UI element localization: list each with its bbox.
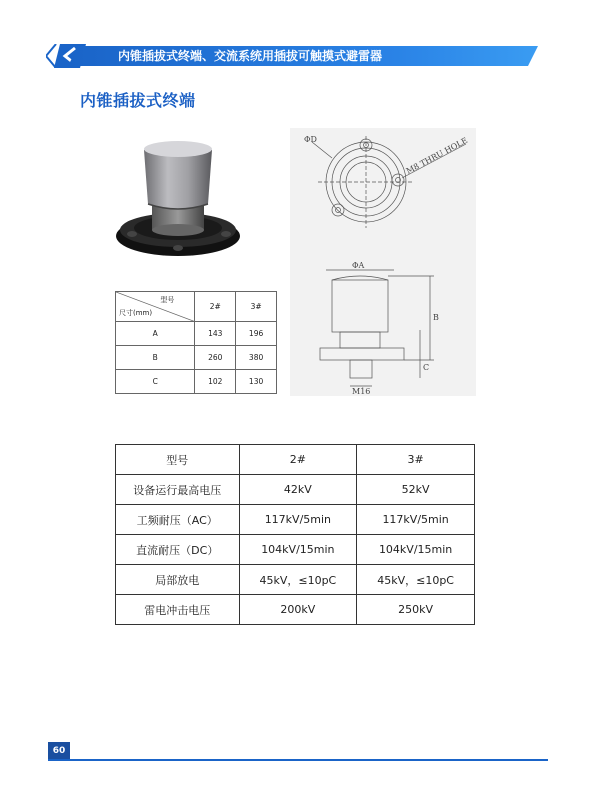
spec-table-header-cell: 2#: [239, 445, 357, 475]
drawing-label-dim-c: C: [423, 363, 430, 372]
spec-table-row: [116, 565, 475, 595]
specifications-table: [115, 444, 475, 625]
spec-table-cell: 117kV/5min: [357, 505, 475, 535]
spec-table-row: [116, 505, 475, 535]
product-photo: [108, 130, 248, 270]
header-banner: [46, 44, 550, 68]
spec-table-cell: 104kV/15min: [239, 535, 357, 565]
spec-table-row: [116, 535, 475, 565]
spec-table-cell: 117kV/5min: [239, 505, 357, 535]
spec-table-cell: 250kV: [357, 595, 475, 625]
dimension-table-row-label: B: [116, 346, 195, 370]
spec-table-label: 局部放电: [116, 565, 240, 595]
dimension-table-cell: 130: [236, 370, 277, 394]
dimension-table-row: [116, 370, 277, 394]
spec-table-cell: 52kV: [357, 475, 475, 505]
spec-table-cell: 200kV: [239, 595, 357, 625]
dimension-table-col-header: 2#: [195, 292, 236, 322]
spec-table-row: [116, 475, 475, 505]
dimension-table-cell: 102: [195, 370, 236, 394]
spec-table-cell: 104kV/15min: [357, 535, 475, 565]
dimension-table-size-header: 尺寸(mm): [119, 309, 153, 317]
spec-table-cell: 45kV，≤10pC: [239, 565, 357, 595]
spec-table-label: 设备运行最高电压: [116, 475, 240, 505]
dimension-table-row-label: C: [116, 370, 195, 394]
dimension-table-model-header: 型号: [160, 296, 175, 304]
spec-table-label: 直流耐压（DC）: [116, 535, 240, 565]
header-title: 内锥插拔式终端、交流系统用插拔可触摸式避雷器: [118, 49, 383, 63]
drawing-label-dim-b: B: [433, 313, 439, 322]
dimension-table-col-header: 3#: [236, 292, 277, 322]
spec-table-cell: 42kV: [239, 475, 357, 505]
technical-drawing: [290, 128, 476, 396]
dimension-table-corner-cell: [116, 292, 195, 322]
drawing-label-thru-hole: M8 THRU HOLE: [404, 135, 470, 176]
dimension-table-header-row: [116, 292, 277, 322]
dimension-table-row-label: A: [116, 322, 195, 346]
spec-table-label: 雷电冲击电压: [116, 595, 240, 625]
dimension-table-row: [116, 322, 277, 346]
dimension-table-cell: 143: [195, 322, 236, 346]
drawing-label-thread: M16: [352, 387, 371, 396]
dimension-table: [115, 291, 277, 394]
dimension-table-cell: 260: [195, 346, 236, 370]
spec-table-header-row: [116, 445, 475, 475]
section-title: 内锥插拔式终端: [80, 91, 196, 110]
dimension-table-cell: 196: [236, 322, 277, 346]
footer-rule: [48, 759, 548, 761]
dimension-table-cell: 380: [236, 346, 277, 370]
spec-table-label: 工频耐压（AC）: [116, 505, 240, 535]
spec-table-row: [116, 595, 475, 625]
drawing-label-diameter-d: ΦD: [304, 135, 317, 144]
spec-table-cell: 45kV，≤10pC: [357, 565, 475, 595]
dimension-table-row: [116, 346, 277, 370]
spec-table-header-cell: 3#: [357, 445, 475, 475]
page-number: 60: [48, 742, 70, 761]
spec-table-header-cell: 型号: [116, 445, 240, 475]
drawing-label-diameter-a: ΦA: [352, 261, 365, 270]
